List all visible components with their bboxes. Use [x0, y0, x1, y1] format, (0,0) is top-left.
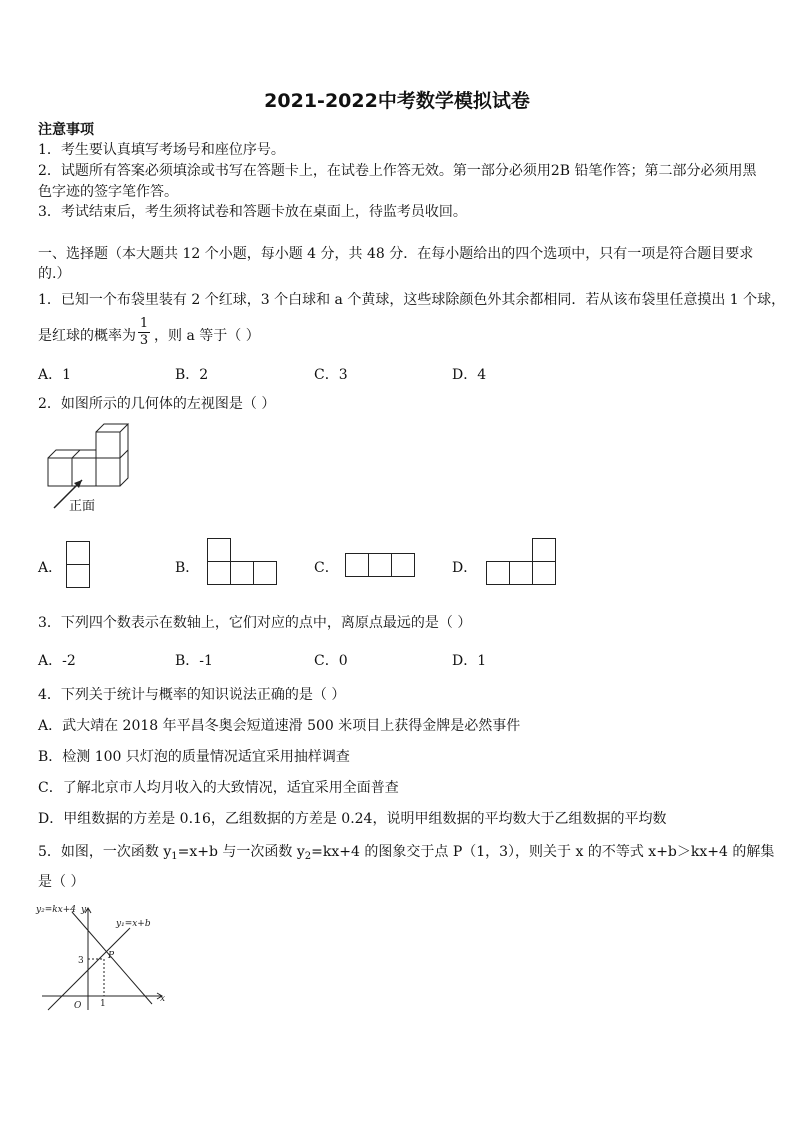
q5-stem-part: =x+b 与一次函数 y — [177, 844, 305, 860]
notice-heading: 注意事项 — [38, 122, 94, 138]
q1-fraction — [138, 317, 150, 348]
q2-stem: 2．如图所示的几何体的左视图是（ ） — [38, 396, 276, 412]
q3-stem: 3．下列四个数表示在数轴上，它们对应的点中，离原点最远的是（ ） — [38, 615, 472, 631]
q1-stem-tail: ，则 a 等于（ ） — [154, 328, 260, 344]
label-y1: y₁=x+b — [116, 919, 151, 929]
q2-option-d-label: D． — [452, 560, 478, 576]
q3-option-a: A．-2 — [38, 653, 76, 669]
section-heading-cont: 的.） — [38, 266, 71, 282]
q4-option-d: D．甲组数据的方差是 0.16，乙组数据的方差是 0.24，说明甲组数据的平均数大于乙组数据的平均数 — [38, 811, 667, 827]
q2-option-d-view — [486, 538, 558, 586]
notice-item: 2．试题所有答案必须填涂或书写在答题卡上，在试卷上作答无效。第一部分必须用2B 铅笔作答；第二部分必须用黑 — [38, 163, 757, 179]
fraction-numerator: 1 — [139, 316, 149, 331]
q2-option-c-view — [345, 553, 417, 579]
q5-stem — [38, 842, 774, 867]
q1-stem: 1．已知一个布袋里装有 2 个红球，3 个白球和 a 个黄球，这些球除颜色外其余都相同．若从该布袋里任意摸出 1 个球， — [38, 292, 786, 308]
q1-option-c: C．3 — [314, 367, 348, 383]
q1-stem-cont: 是红球的概率为 — [38, 328, 136, 344]
fraction-denominator: 3 — [139, 333, 149, 348]
q1-option-a: A．1 — [38, 367, 72, 383]
q5-stem-part: =kx+4 的图象交于点 P（1，3），则关于 x 的不等式 x+b＞kx+4 的解集 — [311, 844, 775, 860]
q4-option-c: C．了解北京市人均月收入的大致情况，适宜采用全面普查 — [38, 780, 399, 796]
q2-front-label: 正面 — [69, 499, 96, 514]
label-O: O — [74, 1001, 82, 1011]
label-x: x — [160, 994, 166, 1004]
line-y1 — [48, 928, 130, 1010]
notice-item: 色字迹的签字笔作答。 — [38, 184, 178, 200]
q2-option-a-label: A． — [38, 560, 63, 576]
q5-subscript: 1 — [171, 851, 178, 862]
label-3: 3 — [78, 956, 84, 966]
q4-option-b: B．检测 100 只灯泡的质量情况适宜采用抽样调查 — [38, 749, 350, 765]
q2-option-b-view — [207, 538, 279, 586]
q2-option-c-label: C． — [314, 560, 339, 576]
q1-option-b: B．2 — [175, 367, 209, 383]
q5-stem-part: 5．如图，一次函数 y — [38, 844, 172, 860]
page-title: 2021-2022中考数学模拟试卷 — [264, 90, 530, 112]
section-heading: 一、选择题（本大题共 12 个小题，每小题 4 分，共 48 分．在每小题给出的四个选项中，只有一项是符合题目要求 — [38, 246, 754, 262]
notice-item: 3．考试结束后，考生须将试卷和答题卡放在桌面上，待监考员收回。 — [38, 204, 467, 220]
label-y: y — [81, 905, 87, 915]
q3-option-d: D．1 — [452, 653, 487, 669]
label-P: P — [108, 951, 115, 961]
q2-option-a-view — [66, 541, 90, 589]
q3-option-c: C．0 — [314, 653, 348, 669]
q5-function-graph — [34, 900, 184, 1015]
label-1: 1 — [100, 999, 106, 1009]
q4-stem: 4．下列关于统计与概率的知识说法正确的是（ ） — [38, 687, 346, 703]
q5-subscript: 2 — [304, 851, 312, 862]
q4-option-a: A．武大靖在 2018 年平昌冬奥会短道速滑 500 米项目上获得金牌是必然事件 — [38, 718, 521, 734]
q2-option-b-label: B． — [175, 560, 200, 576]
q3-option-b: B．-1 — [175, 653, 213, 669]
notice-item: 1．考生要认真填写考场号和座位序号。 — [38, 142, 285, 158]
q5-stem-cont: 是（ ） — [38, 874, 85, 890]
q1-option-d: D．4 — [452, 367, 487, 383]
label-y2: y₂=kx+4 — [36, 905, 77, 915]
